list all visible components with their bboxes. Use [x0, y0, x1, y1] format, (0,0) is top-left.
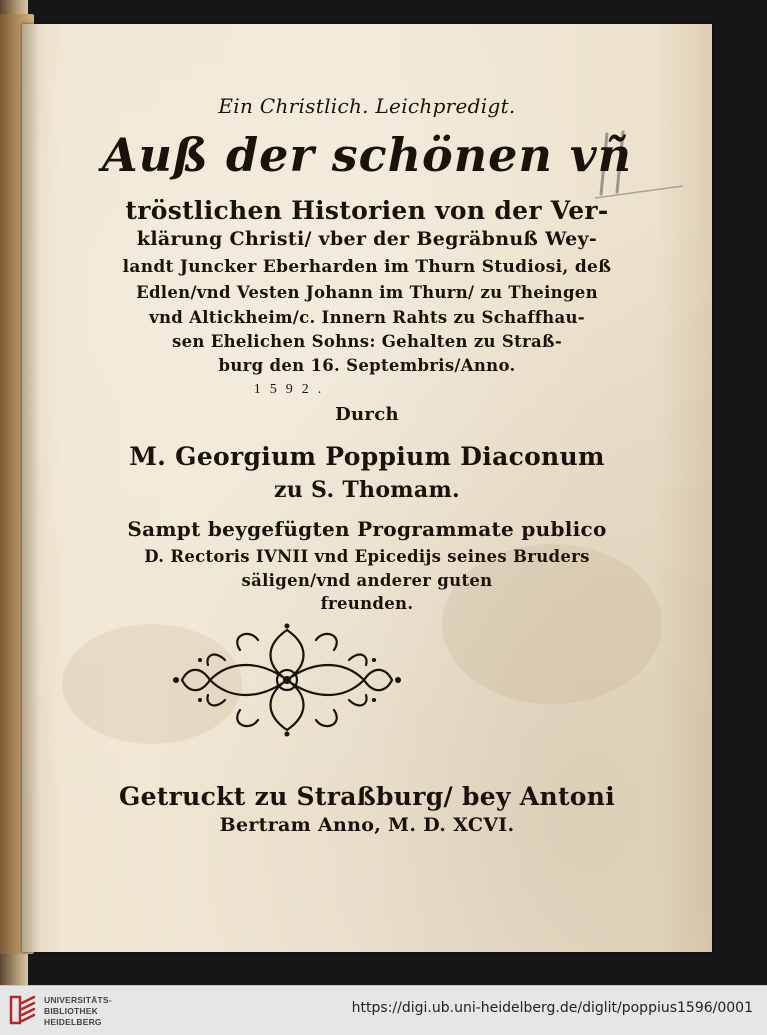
title-large: Auß der schönen vñ: [101, 128, 633, 182]
supplement-line: säligen/vnd anderer guten: [241, 571, 493, 590]
title-page: [22, 24, 712, 952]
imprint-line: Getruckt zu Straßburg/ bey Antoni: [118, 782, 616, 811]
by-label: Durch: [335, 404, 399, 425]
heidelberg-logo-icon: [8, 993, 38, 1027]
supplement-line: freunden.: [320, 594, 414, 613]
title-line: landt Juncker Eberharden im Thurn Studiosi, deß: [122, 257, 612, 277]
logo-text-line: UNIVERSITÄTS-: [44, 995, 112, 1005]
author-name: M. Georgium Poppium Diaconum: [129, 442, 605, 471]
printer-ornament: [170, 620, 404, 740]
title-small: Ein Christlich. Leichpredigt.: [218, 94, 516, 118]
imprint-line: Bertram Anno, M. D. XCVI.: [219, 814, 515, 836]
year: 1592.: [253, 382, 331, 397]
author-place: zu S. Thomam.: [274, 477, 460, 503]
title-line: klärung Christi/ vber der Begräbnuß Wey-: [136, 228, 598, 250]
university-library-logo[interactable]: [8, 992, 148, 1030]
viewer-footer: [0, 985, 767, 1035]
logo-text: [44, 995, 112, 1028]
permalink-url[interactable]: https://digi.ub.uni-heidelberg.de/diglit/poppius1596/0001: [351, 1000, 753, 1016]
supplement-line: D. Rectoris IVNII vnd Epicedijs seines Bruders: [144, 547, 590, 566]
title-line: burg den 16. Septembris/Anno.: [218, 356, 516, 375]
title-line: vnd Altickheim/c. Innern Rahts zu Schaffhau-: [149, 308, 585, 327]
logo-text-line: BIBLIOTHEK: [44, 1006, 98, 1016]
supplement-line: Sampt beygefügten Programmate publico: [127, 517, 607, 541]
logo-text-line: HEIDELBERG: [44, 1017, 102, 1027]
title-line: tröstlichen Historien von der Ver-: [125, 196, 609, 225]
paper-stain: [442, 544, 662, 704]
title-line: Edlen/vnd Vesten Johann im Thurn/ zu Theingen: [136, 283, 598, 302]
title-line: sen Ehelichen Sohns: Gehalten zu Straß-: [172, 332, 562, 351]
